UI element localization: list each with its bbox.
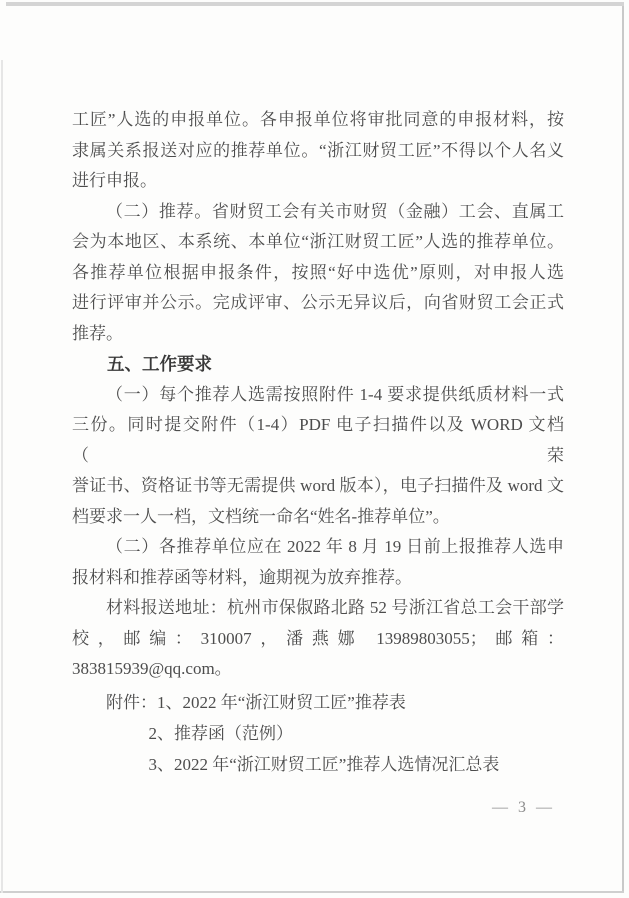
page-number: — 3 — [492, 799, 555, 816]
scan-edge-bottom [0, 891, 624, 893]
attachment-item-1: 附件：1、2022 年“浙江财贸工匠”推荐表 [106, 693, 406, 712]
text-line: 三份。同时提交附件（1-4）PDF 电子扫描件以及 WORD 文档（荣 [72, 415, 564, 465]
section-heading-work-requirements: 五、工作要求 [107, 354, 212, 374]
email-line: 383815939@qq.com。 [72, 659, 232, 678]
text-line: 报材料和推荐函等材料，逾期视为放弃推荐。 [72, 567, 412, 587]
document-body [72, 105, 564, 685]
text-line: 推荐。 [72, 323, 123, 343]
paragraph-start-line: （二）推荐。省财贸工会有关市财贸（金融）工会、直属工 [106, 201, 564, 221]
text-line: 校，邮编：310007，潘燕娜 13989803055；邮箱： [72, 628, 564, 648]
text-line: 档要求一人一档，文档统一命名“姓名-推荐单位”。 [72, 506, 450, 526]
text-line: 会为本地区、本系统、本单位“浙江财贸工匠”人选的推荐单位。 [72, 232, 564, 251]
text-line: 进行评审并公示。完成评审、公示无异议后，向省财贸工会正式 [72, 293, 564, 312]
text-line: 工匠”人选的申报单位。各申报单位将审批同意的申报材料，按 [72, 110, 564, 129]
attachment-item-3: 3、2022 年“浙江财贸工匠”推荐人选情况汇总表 [148, 755, 500, 774]
attachment-list [72, 687, 564, 780]
text-line: 各推荐单位根据申报条件，按照“好中选优”原则，对申报人选 [72, 262, 564, 282]
paragraph-start-line: 材料报送地址：杭州市保俶路北路 52 号浙江省总工会干部学 [106, 598, 564, 617]
text-line: 进行申报。 [72, 171, 157, 190]
paragraph-start-line: （二）各推荐单位应在 2022 年 8 月 19 日前上报推荐人选申 [106, 537, 564, 556]
attachment-item-2: 2、推荐函（范例） [148, 724, 293, 743]
text-line: 隶属关系报送对应的推荐单位。“浙江财贸工匠”不得以个人名义 [72, 140, 564, 160]
paragraph-start-line: （一）每个推荐人选需按照附件 1-4 要求提供纸质材料一式 [106, 384, 564, 404]
scan-edge-top [6, 2, 624, 6]
scan-edge-left [1, 60, 3, 893]
text-line: 誉证书、资格证书等无需提供 word 版本），电子扫描件及 word 文 [72, 476, 564, 495]
scan-edge-right [622, 6, 624, 893]
